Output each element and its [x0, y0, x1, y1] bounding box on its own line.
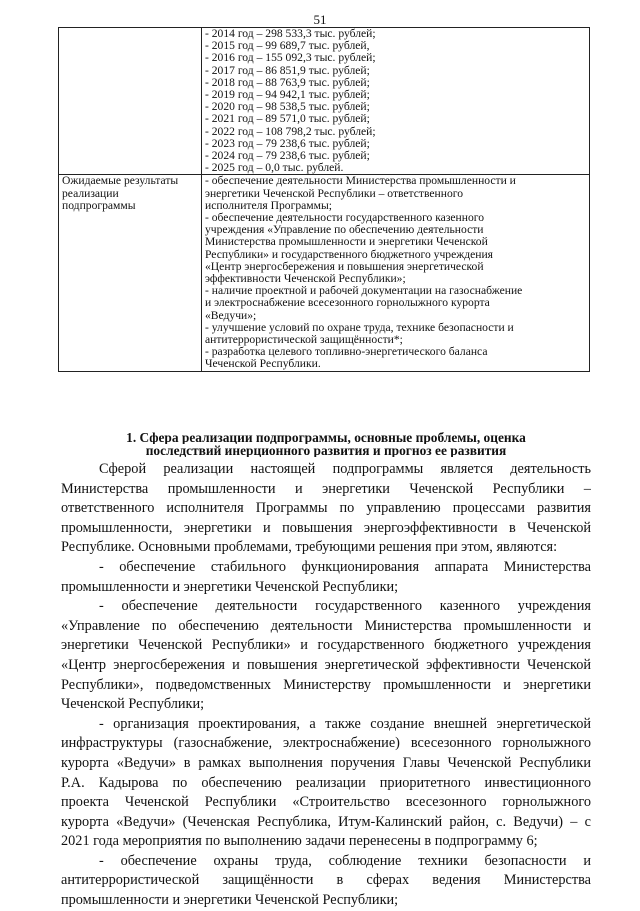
funding-year-line: - 2020 год – 98 538,5 тыс. рублей;: [205, 101, 370, 114]
body-text-line: - обеспечение охраны труда, соблюдение техники безопасности и: [99, 852, 591, 869]
body-text-line: промышленности, энергетики и повышения энергоэффективности в Чеченской: [61, 519, 591, 536]
funding-year-line: - 2018 год – 88 763,9 тыс. рублей;: [205, 76, 370, 89]
body-text-line: Республике. Основными проблемами, требующими решения при этом, являются:: [61, 539, 558, 556]
expected-result-line: - обеспечение деятельности государственного казенного: [205, 212, 485, 225]
expected-result-line: «Центр энергосбережения и повышения энергетической: [205, 260, 484, 273]
section-heading-line: последствий инерционного развития и прогноз ее развития: [145, 444, 507, 457]
funding-year-line: - 2024 год – 79 238,6 тыс. рублей;: [205, 150, 370, 163]
expected-result-line: - разработка целевого топливно-энергетического баланса: [205, 346, 488, 359]
section-body-text: [61, 460, 591, 911]
body-text-line: Республики», подведомственных Министерству промышленности и энергетики: [61, 676, 591, 693]
expected-result-line: Министерства промышленности и энергетики Чеченской: [205, 236, 488, 249]
body-text-line: энергетики Чеченской Республики» и государственного бюджетного учреждения: [61, 637, 591, 654]
funding-year-line: - 2014 год – 298 533,3 тыс. рублей;: [205, 28, 376, 40]
body-text-line: ответственного исполнителя Программы по управлению процессами развития: [61, 500, 591, 517]
expected-results-label-line: подпрограммы: [62, 199, 136, 212]
body-text-line: «Центр энергосбережения и повышения энергетической эффективности Чеченской: [61, 656, 591, 673]
expected-result-line: - обеспечение деятельности Министерства промышленности и: [205, 175, 516, 188]
body-text-line: антитеррористической защищённости в сферах ведения Министерства: [61, 872, 591, 889]
expected-results-label-cell: [59, 175, 202, 371]
funding-year-line: - 2017 год – 86 851,9 тыс. рублей;: [205, 64, 370, 77]
body-text-line: «Управление по обеспечению деятельности Министерства промышленности и: [61, 617, 591, 634]
funding-year-line: - 2021 год – 89 571,0 тыс. рублей;: [205, 113, 370, 126]
page-number: 51: [313, 12, 327, 27]
funding-year-line: - 2016 год – 155 092,3 тыс. рублей;: [205, 52, 376, 65]
expected-results-cell: [202, 175, 590, 371]
expected-result-line: энергетики Чеченской Республики – ответственного: [205, 187, 463, 200]
expected-result-line: - наличие проектной и рабочей документации на газоснабжение: [205, 285, 523, 298]
body-text-line: проекта Чеченской Республики «Строительство всесезонного горнолыжного: [61, 794, 591, 811]
body-text-line: инфраструктуры (газоснабжение, электроснабжение) всесезонного горнолыжного: [61, 735, 591, 752]
expected-result-line: и электроснабжение всесезонного горнолыжного курорта: [205, 297, 490, 310]
expected-results-label-line: Ожидаемые результаты: [62, 175, 179, 188]
expected-result-line: антитеррористической защищённости*;: [205, 334, 403, 347]
body-text-line: курорта «Ведучи» в рамках выполнения поручения Главы Чеченской Республики: [61, 754, 591, 771]
body-text-line: курорта «Ведучи» (Чеченская Республика, Итум-Калинский район, с. Ведучи) – с: [61, 813, 591, 830]
expected-results-row: [59, 175, 590, 371]
body-text-line: Чеченской Республики;: [61, 696, 205, 713]
body-text-line: Сферой реализации настоящей подпрограммы является деятельность: [99, 461, 591, 477]
funding-label-cell: [59, 28, 202, 175]
body-text-line: Министерства промышленности и энергетики Чеченской Республики –: [61, 480, 591, 497]
expected-result-line: исполнителя Программы;: [205, 199, 332, 212]
expected-result-line: Чеченской Республики.: [205, 358, 321, 371]
body-text-line: - организация проектирования, а также создание внешней энергетической: [99, 715, 591, 732]
funding-values-cell: [202, 28, 590, 175]
expected-result-line: эффективности Чеченской Республики»;: [205, 273, 406, 286]
expected-result-line: Республики» и государственного бюджетного учреждения: [205, 248, 494, 261]
funding-year-line: - 2023 год – 79 238,6 тыс. рублей;: [205, 137, 370, 150]
body-text-line: - обеспечение стабильного функционирования аппарата Министерства: [99, 558, 591, 575]
body-text-line: 2021 года мероприятия по выполнению задачи перенесены в подпрограмму 6;: [61, 833, 538, 850]
expected-result-line: «Ведучи»;: [205, 309, 257, 322]
body-text-line: Р.А. Кадырова по обеспечению реализации приоритетного инвестиционного: [61, 774, 591, 791]
expected-result-line: учреждения «Управление по обеспечению деятельности: [205, 224, 484, 237]
funding-year-line: - 2022 год – 108 798,2 тыс. рублей;: [205, 125, 376, 138]
body-text-line: - обеспечение деятельности государственного казенного учреждения: [99, 598, 591, 615]
body-text-line: промышленности и энергетики Чеченской Республики;: [61, 892, 399, 909]
funding-row: [59, 28, 590, 175]
section-heading: [62, 431, 590, 457]
expected-results-label-line: реализации: [62, 187, 119, 200]
section-heading-line: 1. Сфера реализации подпрограммы, основные проблемы, оценка: [126, 431, 526, 444]
subprogram-passport-table: [58, 27, 590, 372]
funding-year-line: - 2025 год – 0,0 тыс. рублей.: [205, 162, 344, 175]
expected-result-line: - улучшение условий по охране труда, технике безопасности и: [205, 321, 514, 334]
funding-year-line: - 2015 год – 99 689,7 тыс. рублей,: [205, 40, 370, 53]
funding-year-line: - 2019 год – 94 942,1 тыс. рублей;: [205, 89, 370, 102]
body-text-line: промышленности и энергетики Чеченской Республики;: [61, 578, 399, 595]
